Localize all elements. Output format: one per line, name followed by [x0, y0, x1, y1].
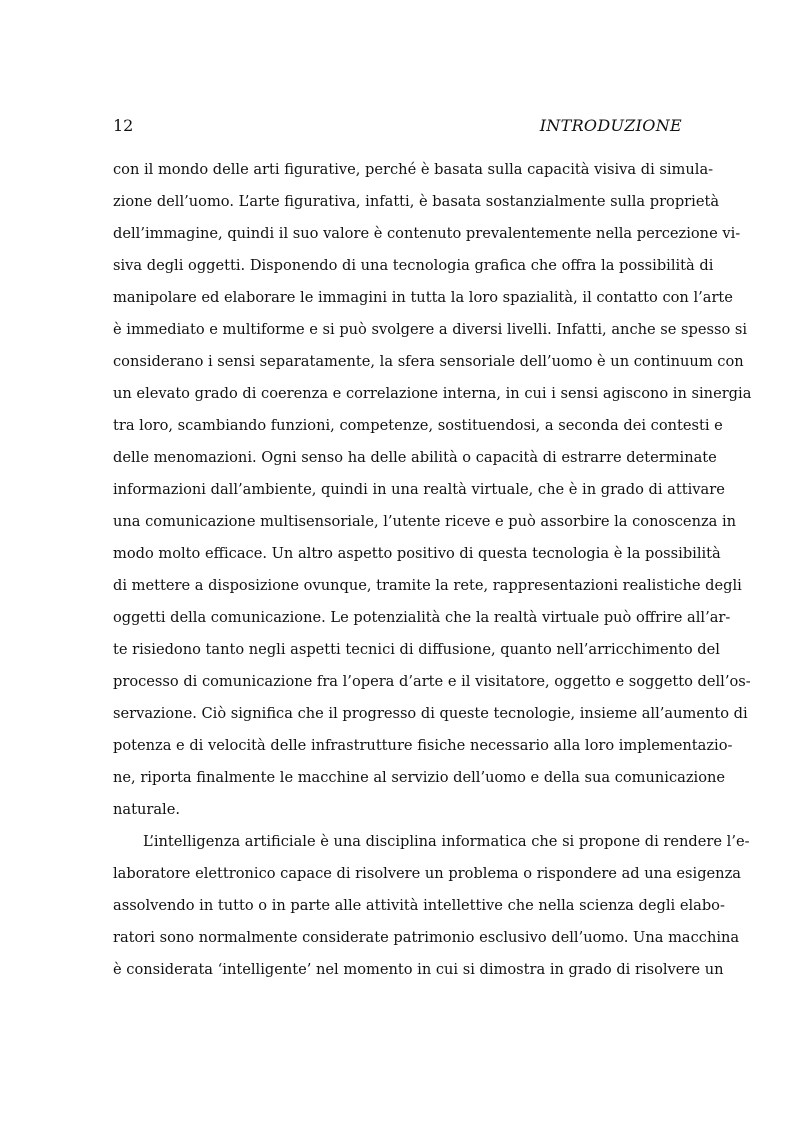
text-line: di mettere a disposizione ovunque, tramite la rete, rappresentazioni realistiche degli	[113, 577, 742, 594]
text-line: ne, riporta finalmente le macchine al servizio dell’uomo e della sua comunicazione	[113, 769, 726, 786]
text-line: zione dell’uomo. L’arte figurativa, infatti, è basata sostanzialmente sulla proprietà	[113, 193, 720, 210]
text-line: un elevato grado di coerenza e correlazione interna, in cui i sensi agiscono in sinergia	[113, 385, 752, 402]
running-head: INTRODUZIONE	[539, 116, 682, 135]
text-line: delle menomazioni. Ogni senso ha delle abilità o capacità di estrarre determinate	[113, 449, 717, 466]
text-line: ratori sono normalmente considerate patrimonio esclusivo dell’uomo. Una macchina	[113, 929, 740, 946]
paragraph-2	[113, 826, 750, 986]
page-header	[113, 112, 682, 140]
text-line: laboratore elettronico capace di risolvere un problema o rispondere ad una esigenza	[113, 865, 741, 882]
text-line: L’intelligenza artificiale è una disciplina informatica che si propone di rendere l’e-	[143, 833, 750, 850]
text-line: con il mondo delle arti figurative, perché è basata sulla capacità visiva di simula-	[113, 161, 714, 178]
text-line: te risiedono tanto negli aspetti tecnici di diffusione, quanto nell’arricchimento del	[113, 641, 720, 658]
text-line: potenza e di velocità delle infrastrutture fisiche necessario alla loro implementazio-	[113, 737, 733, 754]
text-line: assolvendo in tutto o in parte alle attività intellettive che nella scienza degli elabo-	[113, 897, 725, 914]
text-line: processo di comunicazione fra l’opera d’arte e il visitatore, oggetto e soggetto dell’os-	[113, 673, 751, 690]
text-line: è considerata ‘intelligente’ nel momento in cui si dimostra in grado di risolvere un	[113, 961, 724, 978]
text-line: servazione. Ciò significa che il progresso di queste tecnologie, insieme all’aumento di	[113, 705, 748, 722]
text-line: dell’immagine, quindi il suo valore è contenuto prevalentemente nella percezione vi-	[113, 225, 741, 242]
text-line: manipolare ed elaborare le immagini in tutta la loro spazialità, il contatto con l’arte	[113, 289, 733, 306]
text-line: è immediato e multiforme e si può svolgere a diversi livelli. Infatti, anche se spesso si	[113, 321, 748, 338]
text-line: naturale.	[113, 801, 180, 818]
text-line: informazioni dall’ambiente, quindi in una realtà virtuale, che è in grado di attivare	[113, 481, 725, 498]
body-text	[113, 154, 752, 986]
text-line: tra loro, scambiando funzioni, competenze, sostituendosi, a seconda dei contesti e	[113, 417, 723, 434]
text-line: considerano i sensi separatamente, la sfera sensoriale dell’uomo è un continuum con	[113, 353, 744, 370]
text-line: una comunicazione multisensoriale, l’utente riceve e può assorbire la conoscenza in	[113, 513, 737, 530]
text-line: modo molto efficace. Un altro aspetto positivo di questa tecnologia è la possibilità	[113, 545, 721, 562]
page-number: 12	[113, 116, 134, 135]
paragraph-1	[113, 154, 752, 826]
text-line: siva degli oggetti. Disponendo di una tecnologia grafica che offra la possibilità di	[113, 257, 714, 274]
text-line: oggetti della comunicazione. Le potenzialità che la realtà virtuale può offrire all’ar-	[113, 609, 731, 626]
